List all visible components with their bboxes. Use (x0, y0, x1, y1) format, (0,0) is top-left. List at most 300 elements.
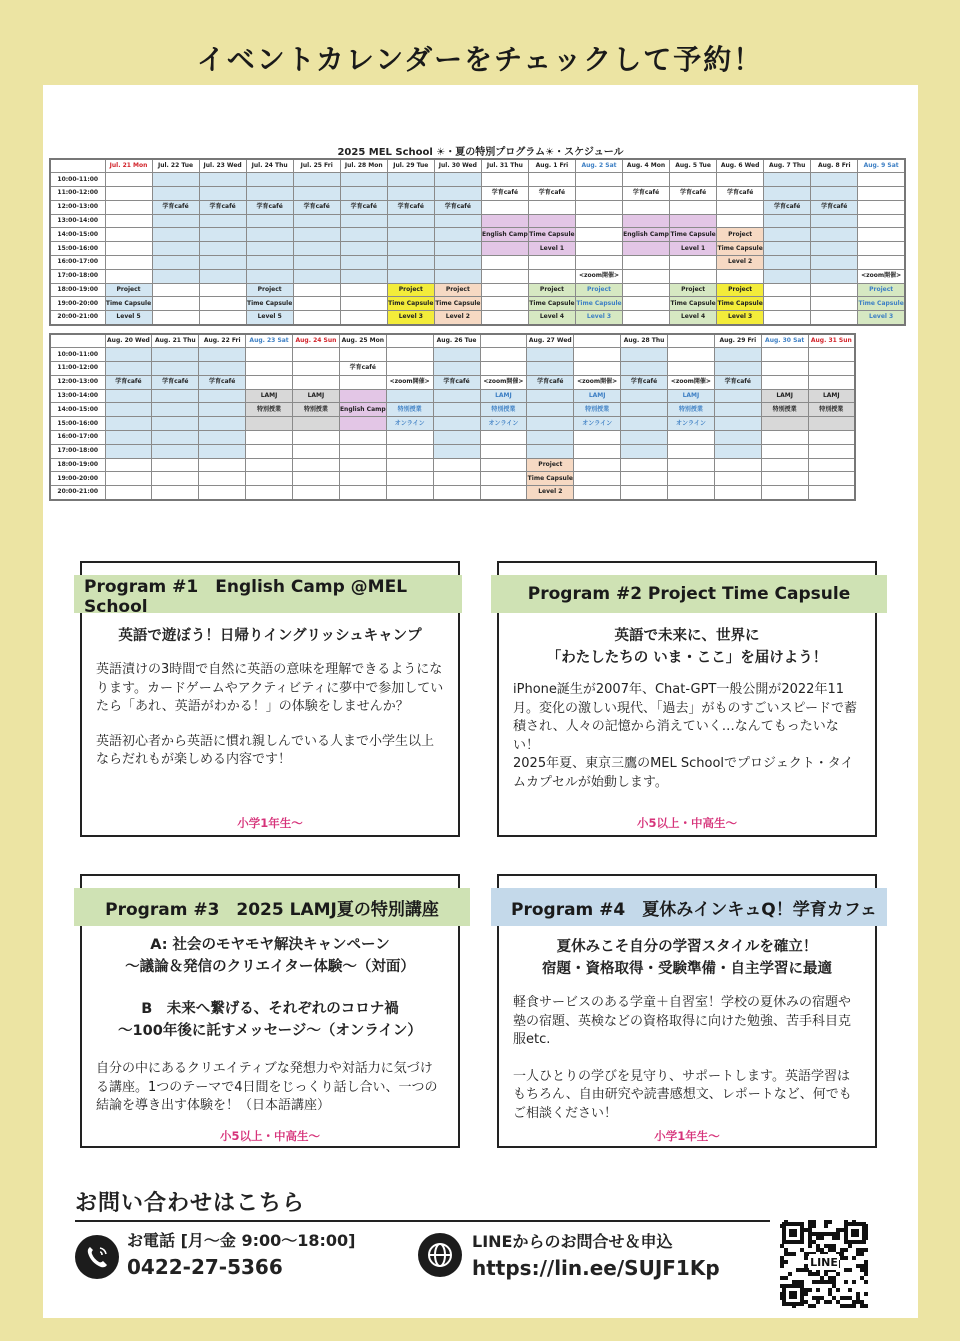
calendar-cell (621, 403, 668, 417)
day-header: Jul. 31 Thu (481, 159, 528, 173)
day-header: Jul. 22 Tue (152, 159, 199, 173)
calendar-cell[interactable]: 学育café (764, 200, 811, 214)
calendar-cell[interactable]: 学育café (152, 200, 199, 214)
calendar-cell[interactable]: Time Capsule (528, 228, 575, 242)
calendar-cell (668, 472, 715, 486)
calendar-cell[interactable]: 学育café (152, 375, 199, 389)
calendar-cell[interactable]: Project (670, 283, 717, 297)
program-body: iPhone誕生が2007年、Chat-GPT一般公開が2022年11月。変化の激しい現代、「過去」がものすごいスピードで蓄積され、人々の記憶から消えていく…なんてもったいない！ (513, 682, 857, 753)
calendar-cell (575, 242, 622, 256)
calendar-cell[interactable]: 学育café (714, 375, 761, 389)
calendar-cell[interactable]: オンライン (480, 417, 527, 431)
calendar-cell (811, 187, 858, 201)
calendar-cell[interactable]: 学育café (481, 187, 528, 201)
calendar-cell (152, 297, 199, 311)
calendar-cell (152, 389, 199, 403)
calendar-cell (480, 472, 527, 486)
calendar-cell[interactable]: Time Capsule (527, 472, 574, 486)
calendar-cell[interactable]: 学育café (717, 187, 764, 201)
calendar-cell[interactable]: 学育café (105, 375, 152, 389)
day-header: Aug. 28 Thu (621, 334, 668, 348)
calendar-cell[interactable]: <zoom開催> (480, 375, 527, 389)
calendar-cell (105, 403, 152, 417)
calendar-cell[interactable]: Project (717, 228, 764, 242)
calendar-cell (621, 458, 668, 472)
calendar-cell (152, 472, 199, 486)
calendar-cell (623, 297, 670, 311)
calendar-cell (433, 431, 480, 445)
calendar-cell[interactable]: Level 3 (575, 311, 622, 325)
calendar-cell (199, 458, 246, 472)
calendar-cell (668, 458, 715, 472)
calendar-cell (199, 389, 246, 403)
program-card-2 (497, 561, 877, 837)
calendar-cell (293, 417, 340, 431)
time-slot: 12:00-13:00 (50, 200, 105, 214)
calendar-cell (808, 348, 855, 362)
time-slot: 19:00-20:00 (50, 297, 105, 311)
line-url[interactable]: https://lin.ee/SUJF1Kp (472, 1256, 720, 1280)
calendar-cell (761, 486, 808, 500)
calendar-cell (670, 200, 717, 214)
calendar-cell (340, 311, 387, 325)
calendar-cell[interactable]: Level 2 (717, 256, 764, 270)
calendar-cell[interactable]: LAMJ (668, 389, 715, 403)
calendar-cell (152, 173, 199, 187)
program-subtitle: B 未来へ繋げる、それぞれのコロナ禍 (141, 1001, 399, 1017)
calendar-cell (621, 431, 668, 445)
calendar-cell[interactable]: Time Capsule (858, 297, 905, 311)
program-body: 2025年夏、東京三鷹のMEL Schoolでプロジェクト・タイムカプセルが始動します。 (513, 756, 854, 790)
calendar-cell[interactable]: Level 3 (717, 311, 764, 325)
calendar-cell (105, 389, 152, 403)
calendar-cell (199, 472, 246, 486)
calendar-cell[interactable]: LAMJ (480, 389, 527, 403)
calendar-cell[interactable]: Project (434, 283, 481, 297)
calendar-cell (293, 444, 340, 458)
calendar-cell[interactable]: オンライン (668, 417, 715, 431)
day-header: Aug. 8 Fri (811, 159, 858, 173)
calendar-cell[interactable]: Time Capsule (528, 297, 575, 311)
calendar-cell[interactable]: 特別授業 (668, 403, 715, 417)
calendar-cell (811, 283, 858, 297)
calendar-cell (339, 472, 386, 486)
calendar-cell (105, 200, 152, 214)
calendar-cell (387, 173, 434, 187)
calendar-cell (246, 362, 293, 376)
calendar-cell (764, 228, 811, 242)
calendar-cell (152, 242, 199, 256)
calendar-cell (433, 472, 480, 486)
calendar-cell (761, 444, 808, 458)
day-header: Aug. 27 Wed (527, 334, 574, 348)
day-header: Aug. 5 Tue (670, 159, 717, 173)
time-slot: 11:00-12:00 (50, 362, 105, 376)
calendar-cell[interactable]: Project (105, 283, 152, 297)
calendar-cell (105, 256, 152, 270)
qr-code[interactable] (780, 1220, 868, 1308)
calendar-cell[interactable]: Project (575, 283, 622, 297)
calendar-cell (386, 389, 433, 403)
calendar-cell (481, 173, 528, 187)
calendar-cell (527, 403, 574, 417)
day-header (480, 334, 527, 348)
calendar-cell (858, 173, 905, 187)
calendar-cell[interactable]: English Camp (481, 228, 528, 242)
calendar-cell[interactable]: LAMJ (808, 389, 855, 403)
calendar-cell (434, 187, 481, 201)
calendar-cell (714, 389, 761, 403)
calendar-cell (387, 242, 434, 256)
contact-title: お問い合わせはこちら (75, 1191, 306, 1216)
calendar-cell[interactable]: LAMJ (761, 389, 808, 403)
calendar-cell (621, 486, 668, 500)
calendar-cell[interactable]: Time Capsule (717, 297, 764, 311)
calendar-cell[interactable]: Level 3 (858, 311, 905, 325)
calendar-cell (152, 283, 199, 297)
calendar-cell[interactable]: 学育café (434, 200, 481, 214)
calendar-cell[interactable]: <zoom開催> (575, 269, 622, 283)
calendar-cell[interactable]: 特別授業 (761, 403, 808, 417)
calendar-cell (105, 472, 152, 486)
calendar-cell (670, 214, 717, 228)
calendar-cell[interactable]: 学育café (433, 375, 480, 389)
calendar-cell[interactable]: Time Capsule (387, 297, 434, 311)
day-header: Aug. 2 Sat (575, 159, 622, 173)
calendar-cell (480, 444, 527, 458)
calendar-cell (574, 362, 621, 376)
calendar-cell (811, 297, 858, 311)
program-body: 軽食サービスのある学童＋自習室！学校の夏休みの宿題や塾の宿題、英検などの資格取得に向けた勉強、苦手科目克服etc. (513, 995, 852, 1047)
calendar-cell (105, 431, 152, 445)
calendar-cell (152, 256, 199, 270)
calendar-week2 (49, 333, 856, 501)
calendar-cell (764, 214, 811, 228)
calendar-cell (434, 214, 481, 228)
day-header: Aug. 26 Tue (433, 334, 480, 348)
calendar-cell (808, 458, 855, 472)
calendar-cell (434, 228, 481, 242)
calendar-cell (717, 269, 764, 283)
calendar-cell (293, 431, 340, 445)
calendar-cell (386, 362, 433, 376)
calendar-cell (293, 242, 340, 256)
calendar-cell (574, 348, 621, 362)
phone-label: お電話 [月〜金 9:00〜18:00] (127, 1231, 356, 1250)
calendar-cell (480, 486, 527, 500)
calendar-cell (764, 242, 811, 256)
calendar-cell (199, 348, 246, 362)
calendar-cell[interactable]: Level 5 (246, 311, 293, 325)
calendar-cell (434, 269, 481, 283)
calendar-cell (199, 187, 246, 201)
calendar-cell[interactable]: 学育café (293, 200, 340, 214)
calendar-cell (105, 417, 152, 431)
calendar-cell (858, 200, 905, 214)
calendar-cell (434, 242, 481, 256)
calendar-cell (714, 362, 761, 376)
calendar-cell (761, 375, 808, 389)
calendar-cell[interactable]: 学育café (339, 362, 386, 376)
calendar-cell[interactable]: English Camp (623, 228, 670, 242)
calendar-cell[interactable]: Level 1 (670, 242, 717, 256)
calendar-cell (105, 486, 152, 500)
program-header: Program #2 Project Time Capsule (491, 575, 887, 613)
calendar-cell (575, 187, 622, 201)
calendar-cell (764, 297, 811, 311)
calendar-cell (105, 242, 152, 256)
calendar-cell (574, 431, 621, 445)
calendar-cell[interactable]: 学育café (623, 187, 670, 201)
calendar-cell (386, 486, 433, 500)
calendar-cell (527, 417, 574, 431)
calendar-cell (481, 269, 528, 283)
calendar-cell (670, 256, 717, 270)
calendar-cell[interactable]: Level 2 (527, 486, 574, 500)
calendar-cell (293, 375, 340, 389)
calendar-cell[interactable]: Level 4 (528, 311, 575, 325)
calendar-cell (246, 187, 293, 201)
calendar-cell (764, 311, 811, 325)
calendar-cell (340, 269, 387, 283)
calendar-cell[interactable]: Level 5 (105, 311, 152, 325)
calendar-cell (433, 417, 480, 431)
calendar-cell (293, 214, 340, 228)
calendar-cell[interactable]: Level 3 (387, 311, 434, 325)
calendar-cell (527, 389, 574, 403)
program-subtitle: 〜議論＆発信のクリエイター体験〜（対面） (125, 959, 415, 975)
calendar-cell[interactable]: Level 2 (434, 311, 481, 325)
calendar-cell[interactable]: 学育café (670, 187, 717, 201)
phone-number[interactable]: 0422-27-5366 (127, 1255, 283, 1279)
calendar-cell[interactable]: Project (387, 283, 434, 297)
calendar-cell[interactable]: 学育café (811, 200, 858, 214)
calendar-cell[interactable]: LAMJ (246, 389, 293, 403)
calendar-cell (387, 214, 434, 228)
calendar-cell (811, 256, 858, 270)
time-slot: 12:00-13:00 (50, 375, 105, 389)
calendar-cell (858, 228, 905, 242)
calendar-cell[interactable]: Time Capsule (575, 297, 622, 311)
calendar-cell (433, 458, 480, 472)
calendar-cell[interactable]: 学育café (340, 200, 387, 214)
calendar-cell[interactable]: 特別授業 (808, 403, 855, 417)
day-header: Aug. 24 Sun (293, 334, 340, 348)
calendar-cell (621, 472, 668, 486)
calendar-cell[interactable]: <zoom開催> (386, 375, 433, 389)
calendar-cell (339, 389, 386, 403)
calendar-cell (293, 486, 340, 500)
day-header: Aug. 23 Sat (246, 334, 293, 348)
calendar-cell (199, 269, 246, 283)
time-header (50, 334, 105, 348)
day-header: Aug. 1 Fri (528, 159, 575, 173)
calendar-cell[interactable]: Project (246, 283, 293, 297)
calendar-cell (339, 375, 386, 389)
calendar-cell (433, 362, 480, 376)
calendar-cell[interactable]: 特別授業 (246, 403, 293, 417)
calendar-cell[interactable]: Level 4 (670, 311, 717, 325)
calendar-cell (527, 431, 574, 445)
calendar-cell (623, 200, 670, 214)
calendar-cell (433, 444, 480, 458)
calendar-cell (811, 228, 858, 242)
day-header: Jul. 23 Wed (199, 159, 246, 173)
calendar-cell[interactable]: Project (527, 458, 574, 472)
calendar-cell[interactable]: <zoom開催> (858, 269, 905, 283)
calendar-cell (575, 256, 622, 270)
calendar-cell (339, 348, 386, 362)
calendar-cell[interactable]: 学育café (528, 187, 575, 201)
day-header: Jul. 28 Mon (340, 159, 387, 173)
program-card-3 (80, 874, 460, 1148)
day-header: Aug. 6 Wed (717, 159, 764, 173)
program-card-1 (80, 561, 460, 837)
calendar-cell (574, 458, 621, 472)
calendar-cell (152, 362, 199, 376)
calendar-cell (575, 173, 622, 187)
day-header: Jul. 30 Wed (434, 159, 481, 173)
calendar-cell[interactable]: Project (717, 283, 764, 297)
calendar-cell (811, 242, 858, 256)
calendar-cell (293, 187, 340, 201)
calendar-cell (761, 348, 808, 362)
calendar-cell (808, 431, 855, 445)
calendar-cell (199, 417, 246, 431)
calendar-cell (152, 228, 199, 242)
time-slot: 14:00-15:00 (50, 403, 105, 417)
calendar-cell (714, 458, 761, 472)
calendar-cell (434, 173, 481, 187)
calendar-cell[interactable]: オンライン (574, 417, 621, 431)
calendar-cell (199, 297, 246, 311)
program-subtitle: 「わたしたちの いま・ここ」を届けよう！ (546, 650, 828, 666)
calendar-cell (293, 362, 340, 376)
calendar-cell[interactable]: Project (858, 283, 905, 297)
calendar-cell[interactable]: Time Capsule (670, 228, 717, 242)
calendar-cell (668, 486, 715, 500)
calendar-cell (246, 256, 293, 270)
calendar-cell (761, 417, 808, 431)
calendar-cell[interactable]: Time Capsule (670, 297, 717, 311)
calendar-cell (811, 214, 858, 228)
calendar-cell (152, 187, 199, 201)
calendar-cell[interactable]: 学育café (199, 375, 246, 389)
calendar-cell[interactable]: 特別授業 (574, 403, 621, 417)
calendar-cell (808, 472, 855, 486)
calendar-cell[interactable]: 学育café (199, 200, 246, 214)
calendar-cell[interactable]: 特別授業 (293, 403, 340, 417)
calendar-cell (105, 269, 152, 283)
time-slot: 17:00-18:00 (50, 444, 105, 458)
line-label: LINEからのお問合せ＆申込 (472, 1232, 673, 1251)
calendar-cell[interactable]: Time Capsule (246, 297, 293, 311)
calendar-cell (858, 214, 905, 228)
calendar-cell[interactable]: 学育café (387, 200, 434, 214)
calendar-cell (199, 311, 246, 325)
calendar-week1 (49, 158, 906, 326)
calendar-cell[interactable]: LAMJ (574, 389, 621, 403)
calendar-cell[interactable]: 学育café (621, 375, 668, 389)
calendar-cell (246, 431, 293, 445)
day-header: Aug. 21 Thu (152, 334, 199, 348)
calendar-cell (481, 283, 528, 297)
calendar-cell (152, 269, 199, 283)
calendar-cell[interactable]: Time Capsule (717, 242, 764, 256)
calendar-cell[interactable]: オンライン (386, 417, 433, 431)
calendar-cell (528, 269, 575, 283)
calendar-cell (386, 431, 433, 445)
time-header (50, 159, 105, 173)
calendar-cell (199, 444, 246, 458)
calendar-cell (717, 173, 764, 187)
calendar-cell[interactable]: 特別授業 (386, 403, 433, 417)
calendar-cell (434, 256, 481, 270)
calendar-cell (340, 214, 387, 228)
calendar-cell[interactable]: <zoom開催> (574, 375, 621, 389)
day-header: Aug. 20 Wed (105, 334, 152, 348)
calendar-cell[interactable]: English Camp (339, 403, 386, 417)
calendar-cell (668, 444, 715, 458)
calendar-cell (246, 242, 293, 256)
calendar-cell (481, 242, 528, 256)
calendar-cell[interactable]: <zoom開催> (668, 375, 715, 389)
calendar-cell[interactable]: Project (528, 283, 575, 297)
calendar-cell[interactable]: 特別授業 (480, 403, 527, 417)
calendar-cell (340, 173, 387, 187)
calendar-cell[interactable]: LAMJ (293, 389, 340, 403)
calendar-cell (387, 256, 434, 270)
calendar-cell (623, 311, 670, 325)
calendar-cell (152, 486, 199, 500)
program-card-4 (497, 874, 877, 1148)
calendar-cell (152, 431, 199, 445)
divider (75, 1220, 770, 1222)
program-header: Program #4 夏休みインキュQ！学育カフェ (491, 888, 887, 926)
program-subtitle: 英語で遊ぼう！日帰りイングリッシュキャンプ (118, 628, 422, 644)
calendar-cell[interactable]: 学育café (527, 375, 574, 389)
calendar-cell[interactable]: Time Capsule (434, 297, 481, 311)
day-header: Aug. 29 Fri (714, 334, 761, 348)
calendar-cell (668, 431, 715, 445)
day-header: Jul. 21 Mon (105, 159, 152, 173)
calendar-cell (574, 472, 621, 486)
calendar-cell[interactable]: Time Capsule (105, 297, 152, 311)
calendar-cell[interactable]: Level 1 (528, 242, 575, 256)
calendar-cell (199, 242, 246, 256)
calendar-cell (670, 269, 717, 283)
calendar-cell (105, 173, 152, 187)
calendar-cell (764, 283, 811, 297)
calendar-cell (293, 472, 340, 486)
time-slot: 18:00-19:00 (50, 283, 105, 297)
calendar-cell (808, 444, 855, 458)
calendar-cell (527, 362, 574, 376)
program-header: Program #1 English Camp @MEL School (74, 575, 462, 613)
program-subtitle: 宿題・資格取得・受験準備・自主学習に最適 (542, 961, 832, 977)
calendar-cell (714, 431, 761, 445)
calendar-cell (246, 486, 293, 500)
calendar-cell (152, 444, 199, 458)
calendar-cell (764, 187, 811, 201)
time-slot: 15:00-16:00 (50, 242, 105, 256)
day-header: Aug. 9 Sat (858, 159, 905, 173)
calendar-cell (105, 187, 152, 201)
calendar-cell[interactable]: 学育café (246, 200, 293, 214)
calendar-cell (858, 242, 905, 256)
calendar-cell (575, 214, 622, 228)
program-subtitle: A: 社会のモヤモヤ解決キャンペーン (150, 937, 390, 953)
